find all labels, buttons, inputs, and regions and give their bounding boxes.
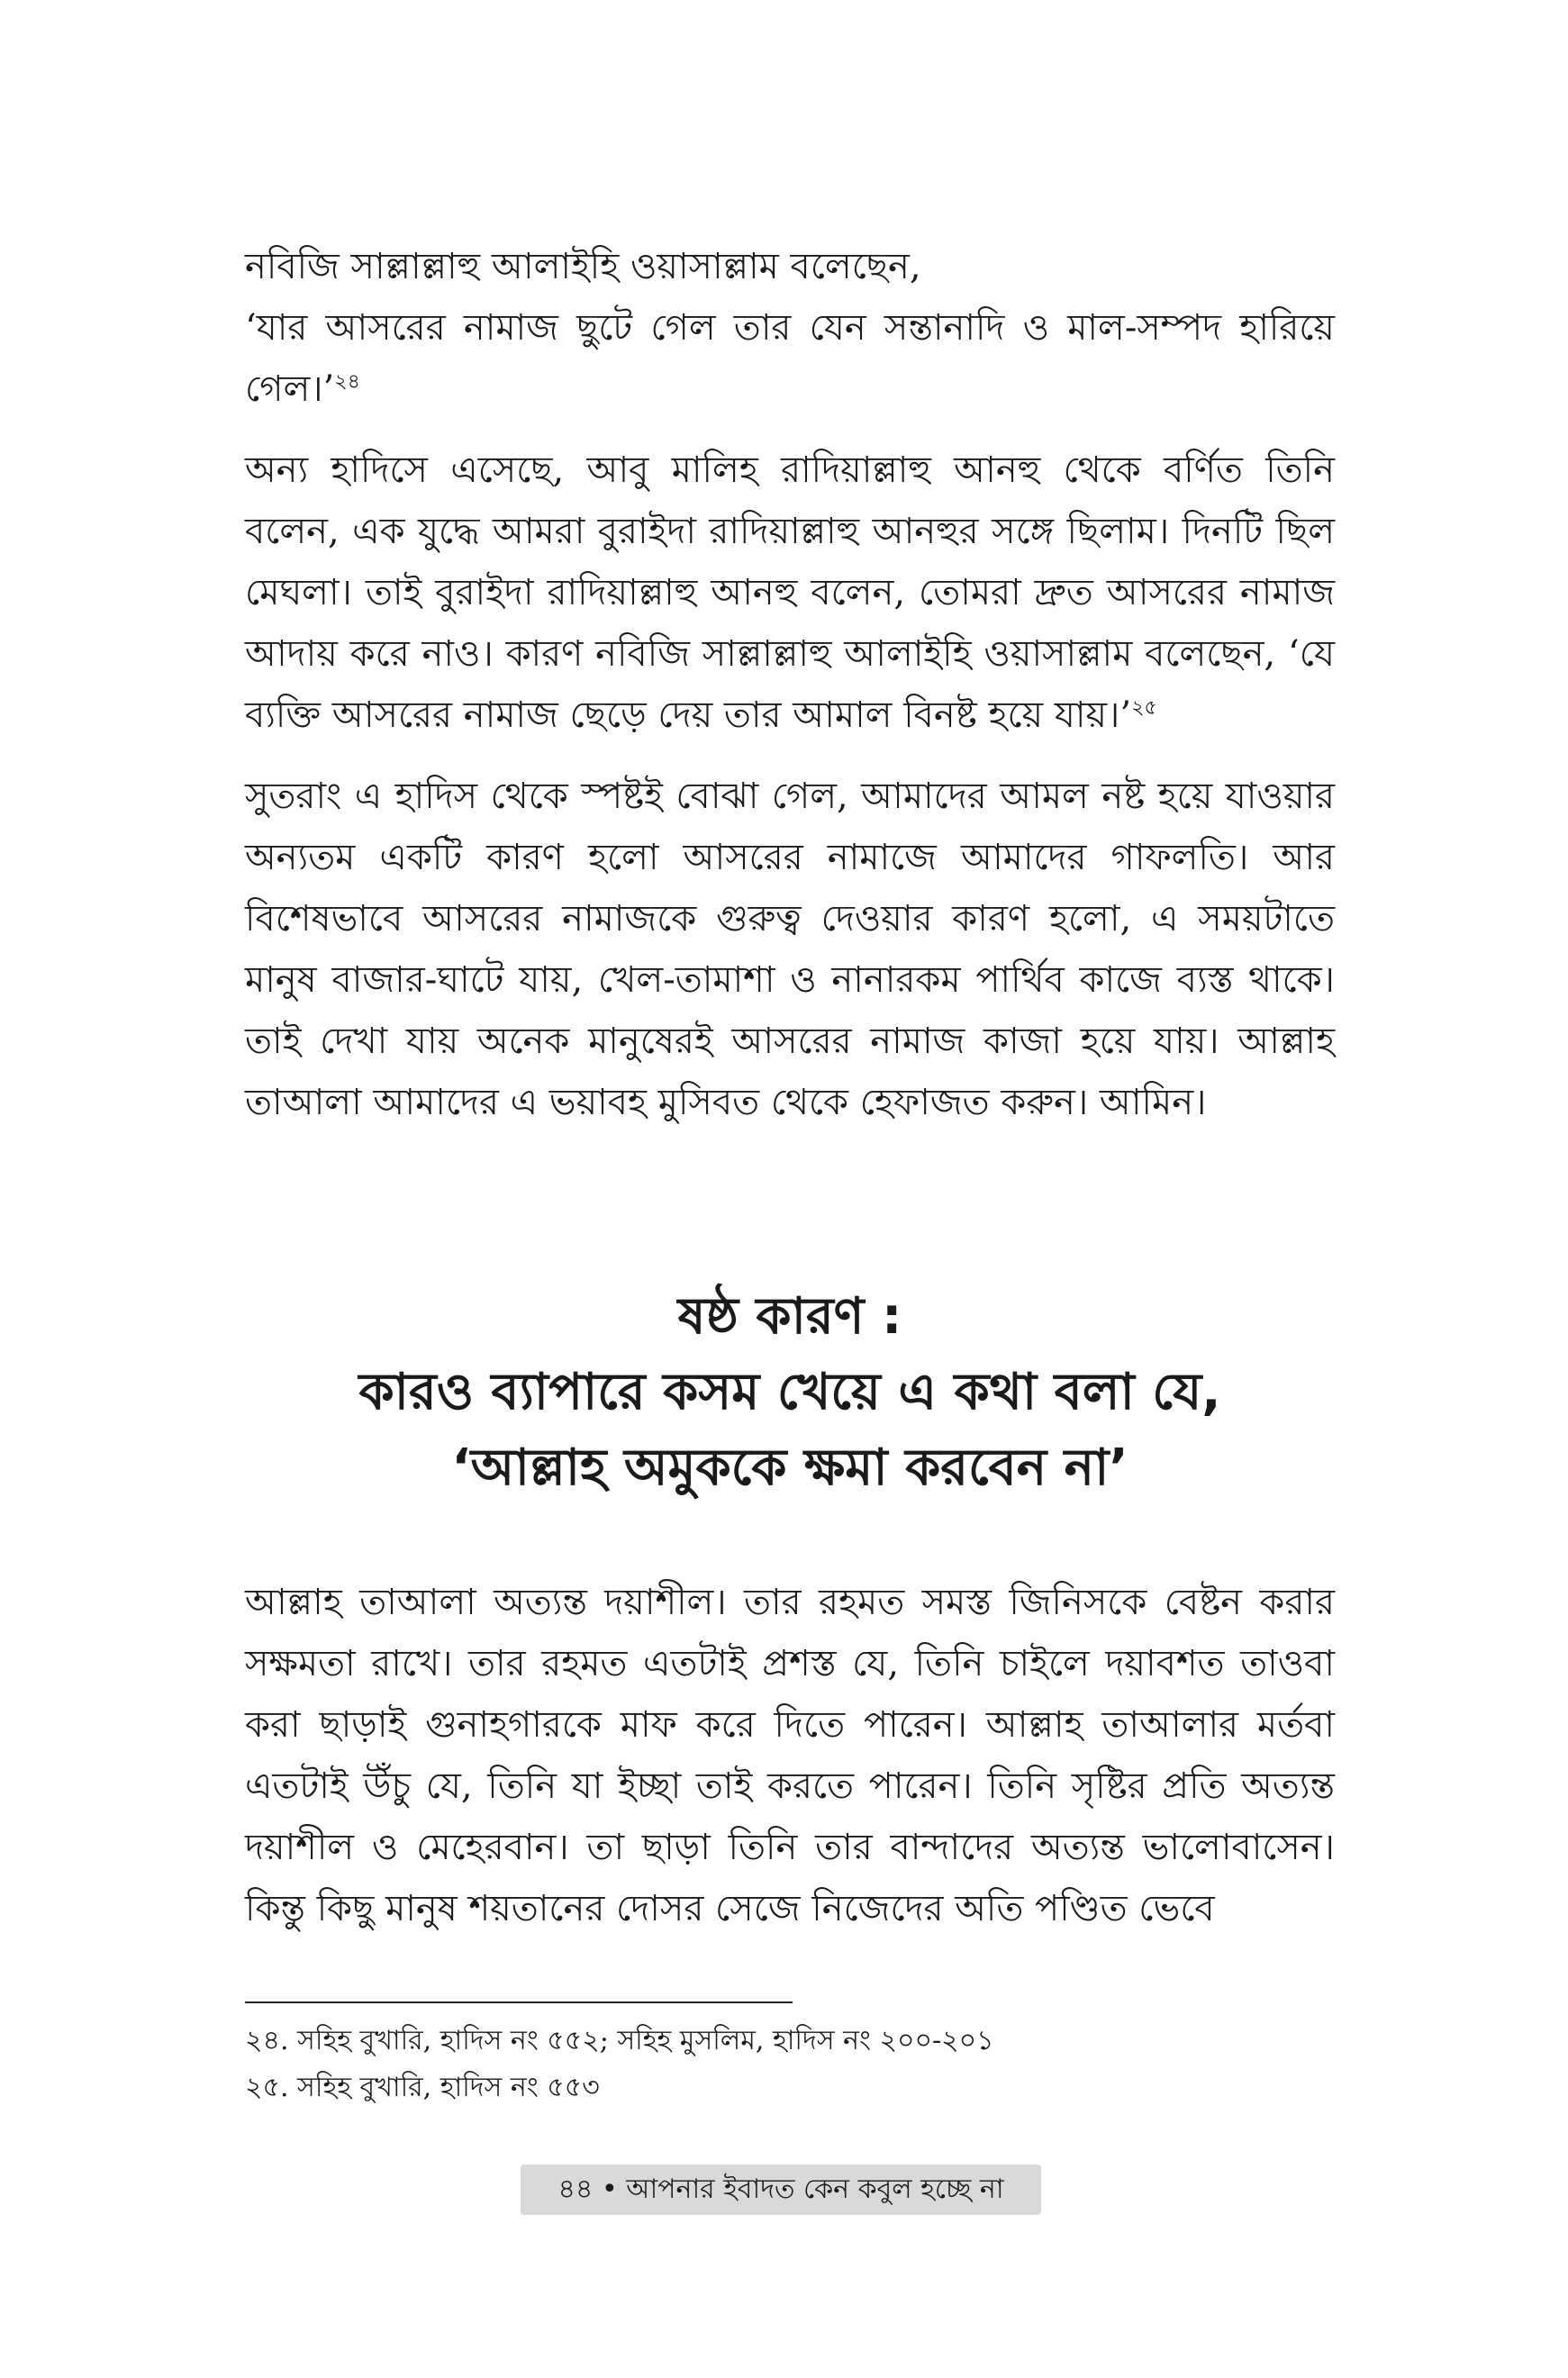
footnote-divider [245, 2001, 793, 2003]
paragraph-intro: নবিজি সাল্লাল্লাহু আলাইহি ওয়াসাল্লাম বলেছেন, [245, 246, 921, 287]
footnote-ref-25: ২৫ [1131, 696, 1157, 720]
hadith-quote: ‘যার আসরের নামাজ ছুটে গেল তার যেন সন্তানাদি ও মাল-সম্পদ হারিয়ে গেল।’ [245, 307, 1335, 410]
footer-separator: • [601, 2174, 618, 2205]
footnote-24: ২৪. সহিহ বুখারি, হাদিস নং ৫৫২; সহিহ মুসলিম, হাদিস নং ২০০-২০১ [245, 2025, 994, 2056]
paragraph-mercy: আল্লাহ তাআলা অত্যন্ত দয়াশীল। তার রহমত সমস্ত জিনিসকে বেষ্টন করার সক্ষমতা রাখে। তার রহমত এতটাই প্রশস্ত যে, তিনি চাইলে দয়াবশত তাওবা করা ছাড়াই গুনাহগারকে মাফ করে দিতে পারেন। আল্লাহ তাআলার মর্তবা এতটাই উঁচু যে, তিনি যা ইচ্ছা তাই করতে পারেন। তিনি সৃষ্টির প্রতি অত্যন্ত দয়াশীল ও মেহেরবান। তা ছাড়া তিনি তার বান্দাদের অত্যন্ত ভালোবাসেন। কিন্তু কিছু মানুষ শয়তানের দোসর সেজে নিজেদের অতি পণ্ডিত ভেবে [245, 1582, 1335, 1929]
page-number: ৪৪ [557, 2174, 594, 2205]
paragraph-text: অন্য হাদিসে এসেছে, আবু মালিহ রাদিয়াল্লাহু আনহু থেকে বর্ণিত তিনি বলেন, এক যুদ্ধে আমরা বুরাইদা রাদিয়াল্লাহু আনহুর সঙ্গে ছিলাম। দিনটি ছিল মেঘলা। তাই বুরাইদা রাদিয়াল্লাহু আনহু বলেন, তোমরা দ্রুত আসরের নামাজ আদায় করে নাও। কারণ নবিজি সাল্লাল্লাহু আলাইহি ওয়াসাল্লাম বলেছেন, ‘যে ব্যক্তি আসরের নামাজ ছেড়ে দেয় তার আমাল বিনষ্ট হয়ে যায়।’ [245, 449, 1335, 736]
footnote-ref-24: ২৪ [334, 370, 360, 394]
paragraph-hadith-1 [245, 236, 1335, 420]
heading-line-3: ‘আল্লাহ অমুককে ক্ষমা করবেন না’ [451, 1439, 1128, 1497]
footnotes [245, 2018, 1335, 2111]
page-footer [521, 2165, 1041, 2215]
paragraph-conclusion: সুতরাং এ হাদিস থেকে স্পষ্টই বোঝা গেল, আমাদের আমল নষ্ট হয়ে যাওয়ার অন্যতম একটি কারণ হলো আসরের নামাজে আমাদের গাফলতি। আর বিশেষভাবে আসরের নামাজকে গুরুত্ব দেওয়ার কারণ হলো, এ সময়টাতে মানুষ বাজার-ঘাটে যায়, খেল-তামাশা ও নানারকম পার্থিব কাজে ব্যস্ত থাকে। তাই দেখা যায় অনেক মানুষেরই আসরের নামাজ কাজা হয়ে যায়। আল্লাহ তাআলা আমাদের এ ভয়াবহ মুসিবত থেকে হেফাজত করুন। আমিন। [245, 776, 1335, 1123]
heading-line-1: ষষ্ঠ কারণ : [677, 1287, 902, 1346]
paragraph-hadith-2 [245, 440, 1335, 746]
section-body [245, 1572, 1335, 1939]
book-title: আপনার ইবাদত কেন কবুল হচ্ছে না [626, 2174, 1004, 2205]
heading-line-2: কারও ব্যাপারে কসম খেয়ে এ কথা বলা যে, [358, 1363, 1221, 1421]
section-heading [245, 1279, 1335, 1506]
main-text-block [245, 236, 1335, 1133]
footnote-25: ২৫. সহিহ বুখারি, হাদিস নং ৫৫৩ [245, 2072, 600, 2103]
